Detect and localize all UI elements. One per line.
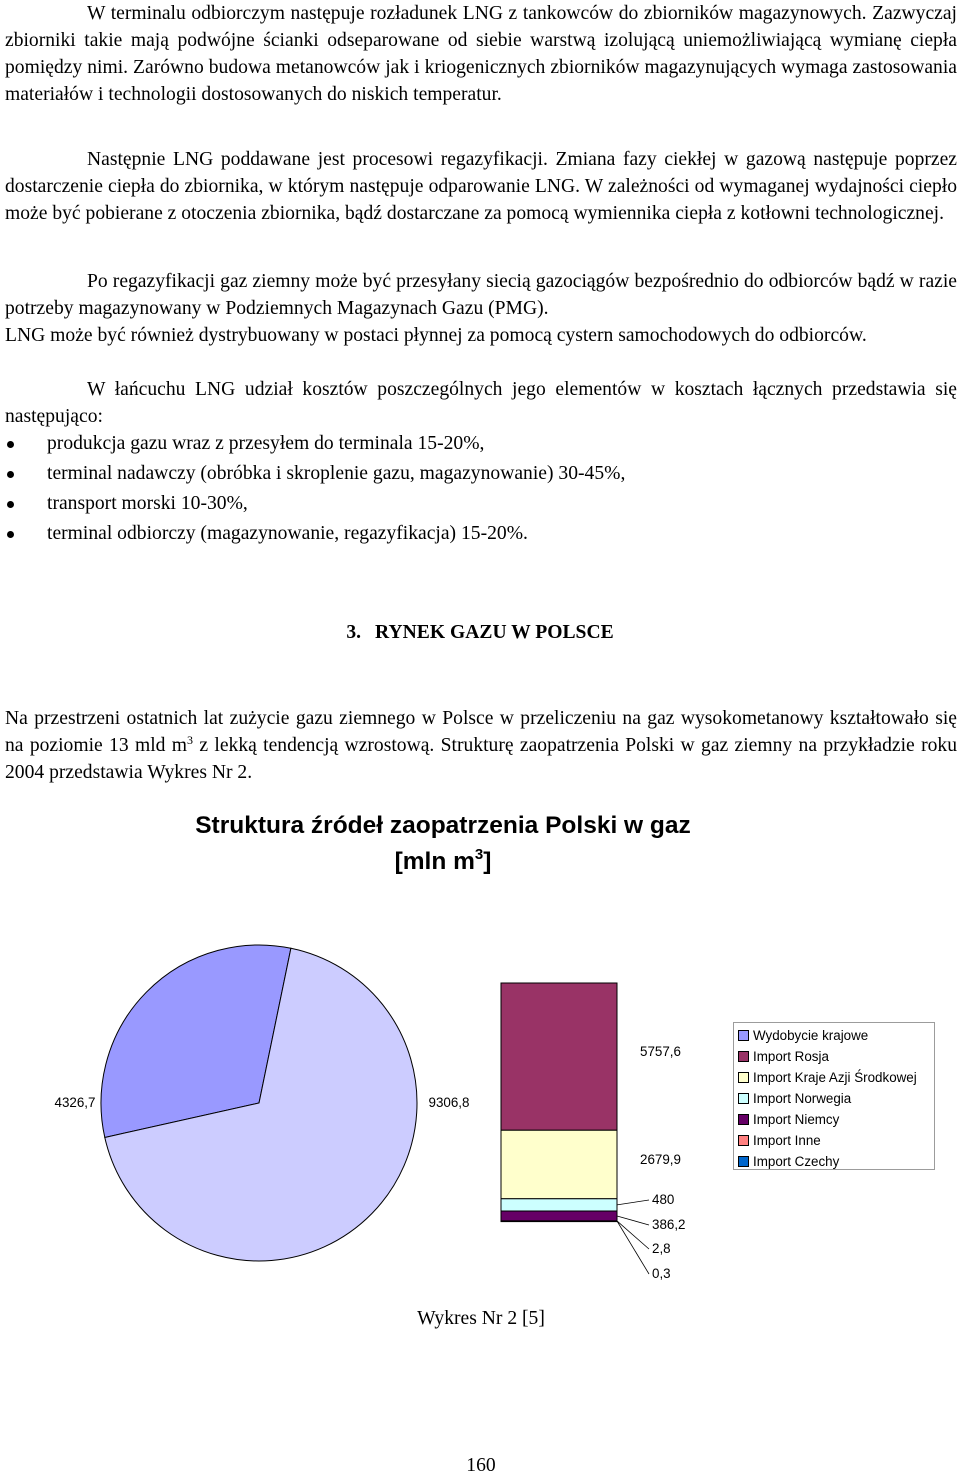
paragraph-distribution: Po regazyfikacji gaz ziemny może być przesyłany siecią gazociągów bezpośrednio do odbiorców bądź w razie potrzeby magazynowany w Podziemnych Magazynach Gazu (PMG). (5, 271, 957, 319)
paragraph-cost-chain: W łańcuchu LNG udział kosztów poszczególnych jego elementów w kosztach łącznych przedstawia się następująco: (5, 379, 957, 427)
paragraph-lng-terminal: W terminalu odbiorczym następuje rozładunek LNG z tankowców do zbiorników magazynowych. Zazwyczaj zbiorniki takie mają podwójne ścianki odseparowane od siebie warstwą izolującą uniemożliwiającą wymianę ciepła pomiędzy nimi. Zarówno budowa metanowców jak i kriogenicznych zbiorników magazynujących wymaga zastosowania materiałów i technologii dostosowanych do niskich temperatur. (5, 3, 957, 105)
legend-entry (738, 1151, 934, 1172)
bar-label-leader (617, 1216, 649, 1225)
page-number: 160 (466, 1455, 496, 1476)
bar-segment (501, 1130, 617, 1199)
intro-text-continued: z lekką tendencją wzrostową. Strukturę zaopatrzenia Polski w gaz ziemny na przykładzie roku 2004 przedstawia Wykres Nr 2. (5, 735, 957, 783)
legend-swatch-icon (738, 1114, 749, 1125)
chart-legend (733, 1022, 935, 1170)
bar-segment (501, 983, 617, 1130)
pie-value-label: 9306,8 (428, 1095, 470, 1110)
section-title: RYNEK GAZU W POLSCE (375, 622, 614, 643)
bar-label-leader (617, 1221, 649, 1274)
legend-entry (738, 1130, 934, 1151)
paragraph-regasification: Następnie LNG poddawane jest procesowi regazyfikacji. Zmiana fazy ciekłej w gazową następuje poprzez dostarczenie ciepła do zbiornika, w którym następuje odparowanie LNG. W zależności od wymaganej wydajności ciepło może być pobierane z otoczenia zbiornika, bądź dostarczane za pomocą wymiennika ciepła z kotłowni technologicznej. (5, 149, 957, 224)
chart-title-line1: Struktura źródeł zaopatrzenia Polski w gaz (195, 812, 691, 839)
bar-segment (501, 1199, 617, 1211)
legend-entry (738, 1046, 934, 1067)
bullet-text: terminal nadawczy (obróbka i skroplenie gazu, magazynowanie) 30-45%, (47, 463, 626, 484)
legend-entry (738, 1067, 934, 1088)
legend-swatch-icon (738, 1072, 749, 1083)
legend-swatch-icon (738, 1093, 749, 1104)
chart-title-line2 (0, 844, 886, 880)
cost-bullet-list (5, 429, 945, 549)
pie-value-label: 4326,7 (54, 1095, 96, 1110)
chart-title-unit: [mln m (394, 848, 475, 875)
bullet-text: transport morski 10-30%, (47, 493, 248, 514)
intro-superscript: 3 (187, 733, 194, 747)
legend-label: Import Kraje Azji Środkowej (753, 1070, 917, 1085)
bar-label-leader (617, 1221, 649, 1249)
bullet-icon (7, 471, 14, 478)
bullet-text: terminal odbiorczy (magazynowanie, regazyfikacja) 15-20%. (47, 523, 528, 544)
paragraph-lng-trucks: LNG może być również dystrybuowany w postaci płynnej za pomocą cystern samochodowych do odbiorców. (5, 325, 867, 346)
section-heading (0, 622, 960, 644)
chart-title-unit-close: ] (483, 848, 492, 875)
intro-text: Na przestrzeni ostatnich lat zużycie gazu ziemnego w Polsce w przeliczeniu na gaz wysokometanowy kształtowało się na poziomie 13 mld m (5, 708, 957, 756)
bar-label-leader (617, 1200, 649, 1205)
bullet-item (5, 519, 945, 549)
bar-segment (501, 1221, 617, 1222)
legend-label: Import Norwegia (753, 1091, 852, 1106)
legend-swatch-icon (738, 1030, 749, 1041)
legend-swatch-icon (738, 1156, 749, 1167)
legend-label: Import Niemcy (753, 1112, 840, 1127)
bullet-icon (7, 531, 14, 538)
legend-entry (738, 1025, 934, 1046)
bar-value-label: 480 (652, 1192, 675, 1207)
bar-value-label: 2679,9 (640, 1152, 681, 1167)
bullet-item (5, 459, 945, 489)
figure-caption: Wykres Nr 2 [5] (417, 1308, 545, 1329)
legend-label: Import Inne (753, 1133, 821, 1148)
legend-label: Wydobycie krajowe (753, 1028, 869, 1043)
bar-value-label: 2,8 (652, 1241, 671, 1256)
bullet-icon (7, 441, 14, 448)
bullet-text: produkcja gazu wraz z przesyłem do terminala 15-20%, (47, 433, 485, 454)
bar-value-label: 0,3 (652, 1266, 671, 1281)
chart-title (0, 808, 886, 880)
bar-value-label: 5757,6 (640, 1044, 681, 1059)
legend-entry (738, 1088, 934, 1109)
legend-swatch-icon (738, 1051, 749, 1062)
bar-segment (501, 1211, 617, 1221)
bullet-item (5, 489, 945, 519)
bullet-icon (7, 501, 14, 508)
legend-swatch-icon (738, 1135, 749, 1146)
legend-label: Import Czechy (753, 1154, 840, 1169)
section-number: 3. (346, 622, 362, 643)
bullet-item (5, 429, 945, 459)
paragraph-gas-market-intro (5, 705, 957, 786)
chart-title-unit-superscript: 3 (474, 846, 484, 863)
legend-label: Import Rosja (753, 1049, 829, 1064)
legend-entry (738, 1109, 934, 1130)
bar-value-label: 386,2 (652, 1217, 686, 1232)
